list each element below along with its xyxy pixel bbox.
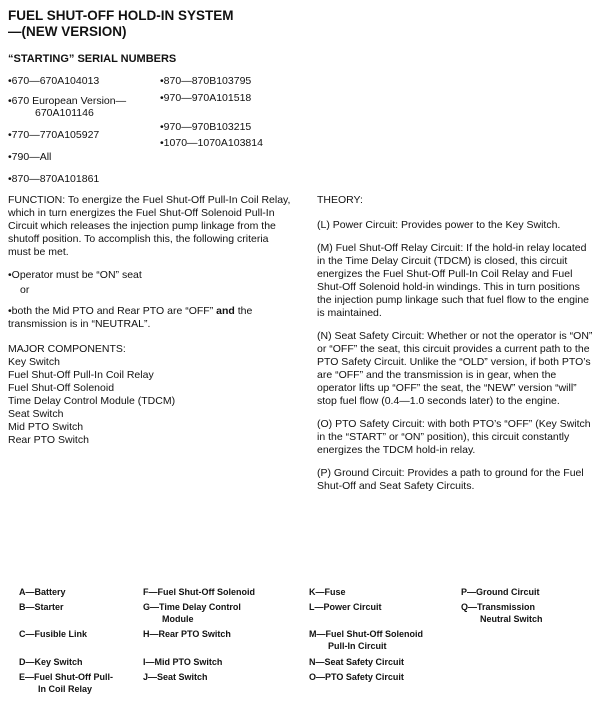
legend-text-continued: In Coil Relay: [38, 684, 93, 694]
legend-text: H—Rear PTO Switch: [143, 629, 231, 639]
legend-text: G—Time Delay Control: [143, 602, 241, 612]
legend-item: [143, 601, 241, 625]
serial-text: •790—All: [8, 151, 52, 163]
theory-paragraph: (O) PTO Safety Circuit: with both PTO’s “OFF” (Key Switch in the “START” or “ON” position), this circuit constantly energizes the TDCM hold-in relay.: [317, 418, 591, 456]
legend-item: [309, 586, 346, 598]
theory-paragraph: (L) Power Circuit: Provides power to the Key Switch.: [317, 219, 561, 231]
legend-item: [143, 671, 208, 683]
serial-text: •970—970A101518: [160, 92, 252, 104]
legend-text-continued: Pull-In Circuit: [328, 641, 387, 651]
component-item: Rear PTO Switch: [8, 434, 89, 446]
legend-item: [309, 671, 404, 683]
legend-text: N—Seat Safety Circuit: [309, 657, 405, 667]
legend-item: [309, 656, 404, 668]
legend-item: [143, 586, 255, 598]
component-item: Fuel Shut-Off Pull-In Coil Relay: [8, 369, 154, 381]
legend-item: [19, 586, 66, 598]
legend-item: [19, 628, 87, 640]
serial-heading: “STARTING” SERIAL NUMBERS: [8, 53, 177, 65]
serial-text: •870—870B103795: [160, 75, 252, 87]
legend-item: [143, 656, 222, 668]
serial-text: •1070—1070A103814: [160, 137, 263, 149]
theory-paragraph: (P) Ground Circuit: Provides a path to ground for the Fuel Shut-Off and Seat Safety Circuits.: [317, 467, 584, 492]
serial-text-continued: 670A101146: [35, 107, 94, 119]
legend-text-continued: Neutral Switch: [480, 614, 543, 624]
component-item: Seat Switch: [8, 408, 64, 420]
legend-text-continued: Module: [162, 614, 194, 624]
title-line-1: FUEL SHUT-OFF HOLD-IN SYSTEM: [8, 8, 234, 23]
serial-text: •670 European Version—: [8, 95, 127, 107]
legend-text: C—Fusible Link: [19, 629, 88, 639]
legend-text: O—PTO Safety Circuit: [309, 672, 404, 682]
major-components-heading: MAJOR COMPONENTS:: [8, 343, 126, 355]
legend-text: E—Fuel Shut-Off Pull-: [19, 672, 113, 682]
legend-item: [309, 628, 423, 652]
legend-text: J—Seat Switch: [143, 672, 208, 682]
component-item: Time Delay Control Module (TDCM): [8, 395, 176, 407]
criteria-or: or: [20, 284, 30, 296]
legend-text: I—Mid PTO Switch: [143, 657, 223, 667]
legend-text: Q—Transmission: [461, 602, 536, 612]
serial-text: •670—670A104013: [8, 75, 100, 87]
component-item: Key Switch: [8, 356, 60, 368]
component-item: Mid PTO Switch: [8, 421, 84, 433]
legend-item: [19, 601, 64, 613]
legend-item: [461, 586, 540, 598]
legend-text: F—Fuel Shut-Off Solenoid: [143, 587, 255, 597]
theory-paragraph: (M) Fuel Shut-Off Relay Circuit: If the hold-in relay located in the Time Delay Circuit (TDCM) is closed, this circuit energizes the Fuel Shut-Off Pull-In Coil Relay and Fuel Shut-Off Solenoid hold-in windings. This in turn positions the injection pump linkage such that fuel flow to the engine is maintained.: [317, 242, 590, 319]
legend-item: [19, 656, 83, 668]
criteria-2-text: •both the Mid PTO and Rear PTO are “OFF”: [8, 305, 217, 317]
theory-heading: THEORY:: [317, 194, 363, 206]
legend-text: B—Starter: [19, 602, 64, 612]
function-text: FUNCTION: To energize the Fuel Shut-Off Pull-In Coil Relay, which in turn energizes the Fuel Shut-Off Solenoid Pull-In Circuit which releases the injection pump linkage from the shutoff position. To accomplish this, the following criteria must be met.: [8, 194, 291, 258]
component-item: Fuel Shut-Off Solenoid: [8, 382, 115, 394]
theory-paragraph: (N) Seat Safety Circuit: Whether or not the operator is “ON” or “OFF” the seat, this circuit provides a current path to the PTO Safety Circuit. Unlike the “OLD” version, if both PTO’s are “OFF” and the transmission is in gear, when the operator lifts up “OFF” the seat, the “NEW” version “will” stop fuel flow (0.4—1.0 seconds later) to the engine.: [317, 330, 593, 407]
legend-text: A—Battery: [19, 587, 66, 597]
legend-text: P—Ground Circuit: [461, 587, 540, 597]
legend-text: D—Key Switch: [19, 657, 83, 667]
legend-text: L—Power Circuit: [309, 602, 382, 612]
legend-item: [143, 628, 231, 640]
serial-text: •870—870A101861: [8, 173, 100, 185]
legend-item: [461, 601, 543, 625]
title-line-2: —(NEW VERSION): [8, 24, 127, 39]
criteria-2-and: and: [216, 305, 235, 317]
serial-text: •970—970B103215: [160, 121, 252, 133]
legend-text: M—Fuel Shut-Off Solenoid: [309, 629, 423, 639]
criteria-2-text-end: the transmission is in “NEUTRAL”.: [8, 305, 253, 330]
legend-item: [309, 601, 382, 613]
criteria-1: •Operator must be “ON” seat: [8, 269, 142, 281]
legend-text: K—Fuse: [309, 587, 346, 597]
serial-text: •770—770A105927: [8, 129, 100, 141]
legend-item: [19, 671, 113, 695]
